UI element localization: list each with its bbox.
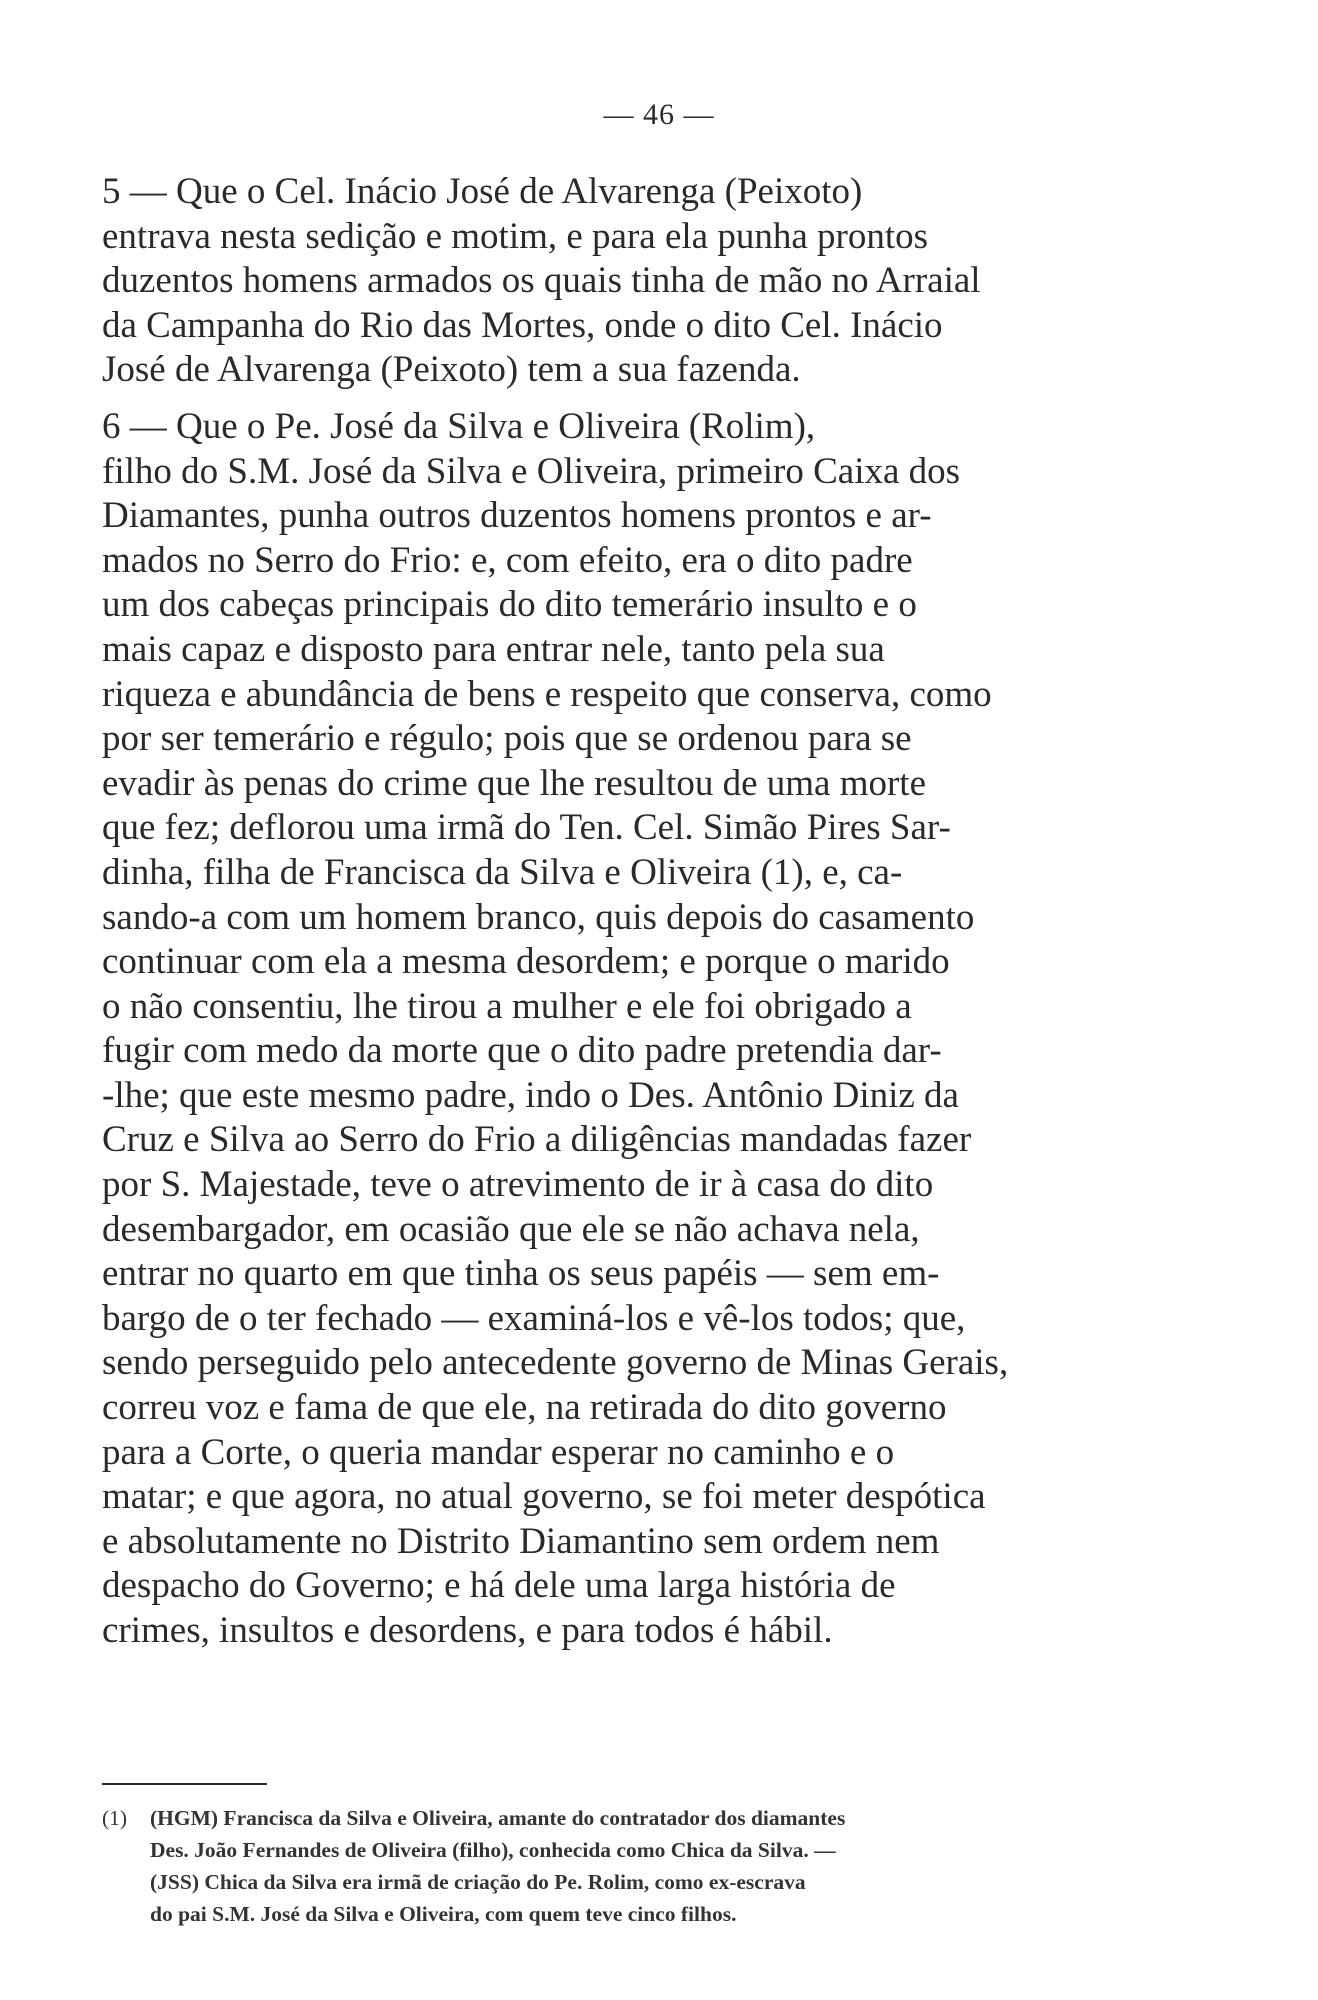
main-text bbox=[102, 170, 1182, 1654]
text-line: um dos cabeças principais do dito temerário insulto e o bbox=[102, 584, 917, 626]
text-line: Diamantes, punha outros duzentos homens prontos e ar- bbox=[102, 495, 932, 537]
text-line: 6 — Que o Pe. José da Silva e Oliveira (Rolim), bbox=[102, 405, 816, 447]
text-line: crimes, insultos e desordens, e para todos é hábil. bbox=[102, 1610, 833, 1651]
text-line: despacho do Governo; e há dele uma larga história de bbox=[102, 1565, 896, 1607]
text-line: bargo de o ter fechado — examiná-los e vê-los todos; que, bbox=[102, 1297, 966, 1339]
footnote bbox=[102, 1802, 1182, 1930]
text-line: mais capaz e disposto para entrar nele, tanto pela sua bbox=[102, 628, 885, 670]
footnote-line bbox=[102, 1802, 1182, 1834]
page-number: — 46 — bbox=[603, 98, 715, 131]
paragraph-5 bbox=[102, 170, 1182, 393]
text-line: -lhe; que este mesmo padre, indo o Des. Antônio Diniz da bbox=[102, 1074, 959, 1116]
footnote-line: do pai S.M. José da Silva e Oliveira, com quem teve cinco filhos. bbox=[150, 1902, 737, 1926]
text-line: dinha, filha de Francisca da Silva e Oliveira (1), e, ca- bbox=[102, 851, 903, 893]
text-line: continuar com ela a mesma desordem; e porque o marido bbox=[102, 941, 950, 983]
text-line: por S. Majestade, teve o atrevimento de ir à casa do dito bbox=[102, 1164, 934, 1206]
footnote-marker: (1) bbox=[102, 1806, 128, 1830]
text-line: entrar no quarto em que tinha os seus papéis — sem em- bbox=[102, 1253, 940, 1295]
text-line: filho do S.M. José da Silva e Oliveira, primeiro Caixa dos bbox=[102, 450, 961, 492]
text-line: mados no Serro do Frio: e, com efeito, era o dito padre bbox=[102, 539, 913, 581]
paragraph-6 bbox=[102, 405, 1182, 1654]
text-line: sendo perseguido pelo antecedente governo de Minas Gerais, bbox=[102, 1342, 1009, 1384]
text-line: matar; e que agora, no atual governo, se foi meter despótica bbox=[102, 1476, 986, 1518]
paragraph-gap bbox=[102, 393, 1182, 405]
text-line: riqueza e abundância de bens e respeito que conserva, como bbox=[102, 673, 992, 715]
footnote-line: (JSS) Chica da Silva era irmã de criação do Pe. Rolim, como ex-escrava bbox=[150, 1870, 806, 1894]
text-line: que fez; deflorou uma irmã do Ten. Cel. Simão Pires Sar- bbox=[102, 807, 951, 849]
footnote-text: (HGM) Francisca da Silva e Oliveira, amante do contratador dos diamantes bbox=[150, 1806, 846, 1830]
text-line: fugir com medo da morte que o dito padre pretendia dar- bbox=[102, 1030, 942, 1072]
text-line: entrava nesta sedição e motim, e para ela punha prontos bbox=[102, 215, 929, 257]
text-line: por ser temerário e régulo; pois que se ordenou para se bbox=[102, 718, 912, 760]
text-line: 5 — Que o Cel. Inácio José de Alvarenga (Peixoto) bbox=[102, 171, 863, 212]
text-line: evadir às penas do crime que lhe resultou de uma morte bbox=[102, 762, 926, 804]
text-line: sando-a com um homem branco, quis depois do casamento bbox=[102, 896, 975, 938]
text-line: para a Corte, o queria mandar esperar no caminho e o bbox=[102, 1431, 895, 1473]
text-line: e absolutamente no Distrito Diamantino sem ordem nem bbox=[102, 1520, 940, 1562]
text-line: José de Alvarenga (Peixoto) tem a sua fazenda. bbox=[102, 349, 801, 391]
text-line: o não consentiu, lhe tirou a mulher e ele foi obrigado a bbox=[102, 985, 912, 1027]
text-line: desembargador, em ocasião que ele se não achava nela, bbox=[102, 1208, 920, 1250]
text-line: da Campanha do Rio das Mortes, onde o dito Cel. Inácio bbox=[102, 304, 943, 346]
footnote-line: Des. João Fernandes de Oliveira (filho), conhecida como Chica da Silva. — bbox=[150, 1838, 836, 1862]
text-line: correu voz e fama de que ele, na retirada do dito governo bbox=[102, 1387, 947, 1429]
footnote-divider bbox=[102, 1783, 267, 1785]
text-line: duzentos homens armados os quais tinha de mão no Arraial bbox=[102, 260, 981, 302]
text-line: Cruz e Silva ao Serro do Frio a diligências mandadas fazer bbox=[102, 1119, 972, 1161]
